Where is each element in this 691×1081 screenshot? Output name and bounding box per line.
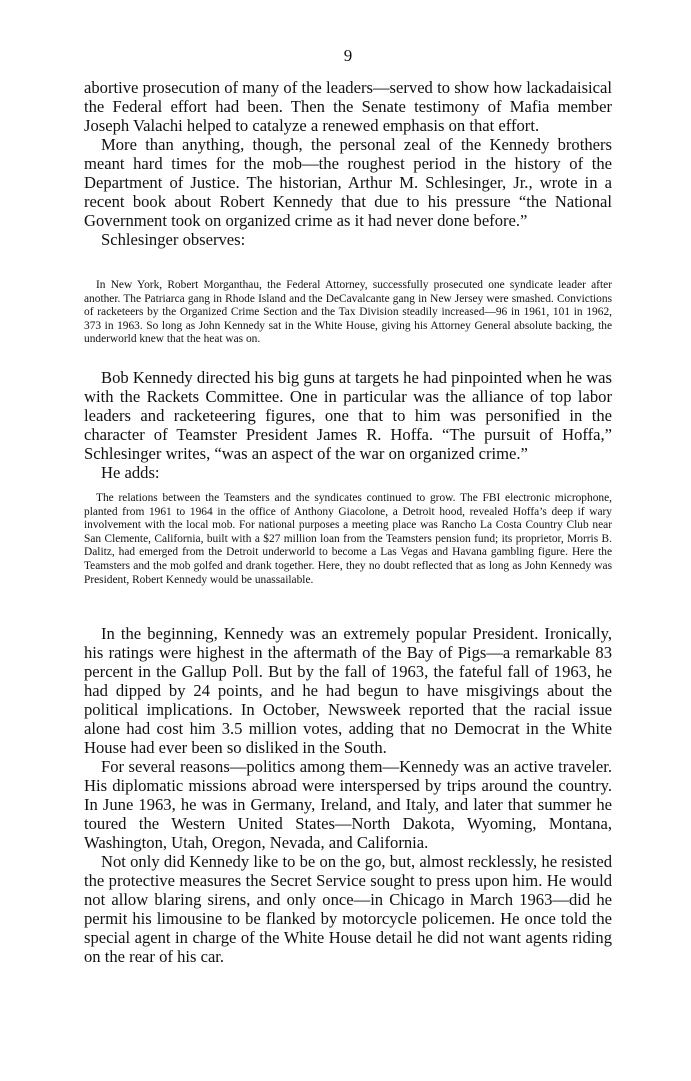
block-quote-schlesinger-2: The relations between the Teamsters and the syndicates continued to grow. The FBI electronic microphone, planted from 1961 to 1964 in the office of Anthony Giacolone, a Detroit hood, revealed Hoffa’s deep if wary involvement with the local mob. For national purposes a meeting place was Rancho La Costa Country Club near San Clemente, California, built with a $27 million loan from the Teamsters pension fund; its proprietor, Morris B. Dalitz, had emerged from the Detroit underworld to become a Las Vegas and Havana gambling figure. Here the Teamsters and the mob golfed and drank together. Here, they no doubt reflected that as long as John Kennedy was President, Robert Kennedy would be unassailable. bbox=[84, 492, 612, 586]
body-section-1 bbox=[84, 78, 612, 249]
body-section-3 bbox=[84, 624, 612, 966]
paragraph: Schlesinger observes: bbox=[101, 230, 246, 249]
paragraph: abortive prosecution of many of the leaders—served to show how lackadaisical the Federal effort had been. Then the Senate testimony of Mafia member Joseph Valachi helped to catalyze a renewed emphasis on that effort. bbox=[84, 78, 612, 135]
paragraph: Bob Kennedy directed his big guns at targets he had pinpointed when he was with the Rackets Committee. One in particular was the alliance of top labor leaders and racketeering figures, one that to him was personified in the character of Teamster President James R. Hoffa. “The pursuit of Hoffa,” Schlesinger writes, “was an aspect of the war on organized crime.” bbox=[84, 368, 612, 463]
paragraph: For several reasons—politics among them—Kennedy was an active traveler. His diplomatic missions abroad were interspersed by trips around the country. In June 1963, he was in Germany, Ireland, and Italy, and later that summer he toured the Western United States—North Dakota, Wyoming, Montana, Washington, Utah, Oregon, Nevada, and California. bbox=[84, 757, 612, 852]
page-number: 9 bbox=[343, 46, 353, 65]
paragraph: He adds: bbox=[101, 463, 160, 482]
paragraph: More than anything, though, the personal zeal of the Kennedy brothers meant hard times for the mob—the roughest period in the history of the Department of Justice. The historian, Arthur M. Schlesinger, Jr., wrote in a recent book about Robert Kennedy that due to his pressure “the National Government took on organized crime as it had never done before.” bbox=[84, 135, 612, 230]
paragraph: In the beginning, Kennedy was an extremely popular President. Ironically, his ratings were highest in the aftermath of the Bay of Pigs—a remarkable 83 percent in the Gallup Poll. But by the fall of 1963, the fateful fall of 1963, he had dipped by 24 points, and he had begun to have misgivings about the political implications. In October, Newsweek reported that the racial issue alone had cost him 3.5 million votes, adding that no Democrat in the White House had ever been so disliked in the South. bbox=[84, 624, 612, 757]
paragraph: Not only did Kennedy like to be on the go, but, almost recklessly, he resisted the protective measures the Secret Service sought to press upon him. He would not allow blaring sirens, and only once—in Chicago in March 1963—did he permit his limousine to be flanked by motorcycle policemen. He once told the special agent in charge of the White House detail he did not want agents riding on the rear of his car. bbox=[84, 852, 612, 966]
block-quote-schlesinger-1: In New York, Robert Morganthau, the Federal Attorney, successfully prosecuted one syndicate leader after another. The Patriarca gang in Rhode Island and the DeCavalcante gang in New Jersey were smashed. Convictions of racketeers by the Organized Crime Section and the Tax Division steadily increased—96 in 1961, 101 in 1962, 373 in 1963. So long as John Kennedy sat in the White House, giving his Attorney General absolute backing, the underworld knew that the heat was on. bbox=[84, 279, 612, 346]
body-section-2 bbox=[84, 368, 612, 482]
